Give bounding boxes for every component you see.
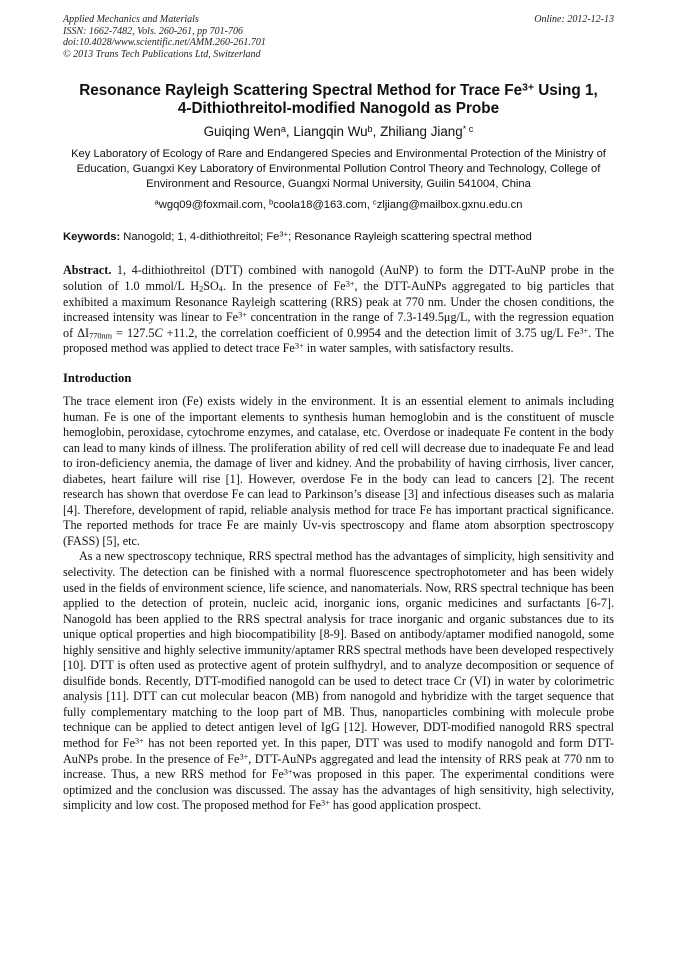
author-2-sup: b [367,123,373,134]
title-line1-a: Resonance Rayleigh Scattering Spectral Method for Trace Fe [79,82,523,99]
para-text: has good application prospect. [329,798,482,813]
author-3-sup: * c [462,123,474,134]
email-a[interactable]: wgq09@foxmail.com, [158,199,270,212]
para-text: has not been reported yet. In this paper, DTT was used to modify nanogold and form DTT-AuNPs probe. In the presence of Fe [63,735,614,766]
keywords [63,230,614,244]
abstract-text: = 127.5 [112,325,155,340]
abstract-var: C [154,325,163,340]
abstract-sub: 770nm [89,331,113,341]
intro-paragraph-1: The trace element iron (Fe) exists widely in the environment. It is an essential element to animals including human. Fe is one of the important elements to synthesis human hemoglobin and is the constituent of muscle hemoglobin, peroxidase, cytochrome enzymes, and catalase, etc. Overdose or inadequate Fe content in the body can lead to many kinds of illness. The proliferation ability of red cell will decrease due to inadequate Fe and lead to iron-deficiency anemia, the damage of liver and kidney. And the probability of having cirrhosis, liver cancer, diabetes, heart failure will rise [1]. However, overdose Fe in the body can lead to cancers [2]. The recent research has shown that overdose Fe can lead to Parkinson’s disease [3] and infectious diseases such as malaria [4]. Therefore, development of rapid, reliable analysis method for trace Fe has important practical significance. The reported methods for trace Fe are mainly Uv-vis spectroscopy and flame atom absorption spectroscopy (FASS) [5], etc. [63,393,614,548]
title-line1-b: Using 1, [534,82,598,99]
abstract-text: , the DTT-AuNPs aggregated to big particles that exhibited a maximum Resonance Rayleigh scattering (RRS) peak at 770 nm. Under the chosen conditions, the increased intensity was linear to Fe [63,278,614,325]
abstract-text: . In the presence of Fe [222,278,346,293]
online-date: Online: 2012-12-13 [534,14,614,25]
author-sep: , [285,124,294,139]
keywords-text-b: ; Resonance Rayleigh scattering spectral method [288,231,532,244]
keywords-text-a: Nanogold; 1, 4-dithiothreitol; Fe [120,231,280,244]
author-3: Zhiliang Jiang [380,124,463,139]
email-a-sup: a [154,197,159,207]
abstract-sup: 3+ [294,341,304,351]
journal-name: Applied Mechanics and Materials [63,14,199,25]
abstract-sup: 3+ [345,279,355,289]
abstract-text: SO [203,278,219,293]
para-text: was proposed in this paper. The experimental conditions were optimized and the conclusion was discussed. The assay has the advantages of high sensitivity, high selectivity, simplicity and low cost. The proposed method for Fe [63,767,615,813]
abstract [63,263,614,357]
abstract-text: concentration in the range of 7.3-149.5μg/L, with the regression equation of ΔI [63,310,615,340]
author-emails [63,198,614,212]
keywords-label: Keywords: [63,231,121,244]
intro-paragraph-2 [63,549,614,813]
doi-line: doi:10.4028/www.scientific.net/AMM.260-261.701 [63,37,266,48]
email-c-sup: c [372,197,377,207]
para-text: , DTT-AuNPs aggregated and lead the intensity of RRS peak at 770 nm to increase. Thus, a new RRS method for Fe [63,751,614,782]
issn-line: ISSN: 1662-7482, Vols. 260-261, pp 701-706 [63,25,243,37]
email-c[interactable]: zljiang@mailbox.gxnu.edu.cn [376,199,523,212]
affiliation: Key Laboratory of Ecology of Rare and Endangered Species and Environmental Protection of the Ministry of Education, Guangxi Key Laboratory of Environmental Pollution Control Theory and Technology, College of Environment and Resource, Guangxi Normal University, Guilin 541004, China [71,148,606,190]
author-list [63,123,614,141]
abstract-label: Abstract. [63,263,112,278]
abstract-text: . The proposed method was applied to detect trace Fe [63,325,614,356]
author-2: Liangqin Wu [293,124,368,139]
para-text: As a new spectroscopy technique, RRS spectral method has the advantages of simplicity, high sensitivity and selectivity. The detection can be finished with a normal fluorescence spectrophotometer and has been widely used in the fields of environment science, life science, and nanomaterials. Now, RRS spectral technique has been applied to the detection of protein, nucleic acid, inorganic ions, organic medicines and surfactants [6-7]. Nanogold has been applied to the RRS spectral analysis for trace inorganic and organic substances due to its unique optical properties and high biocompatibility [8-9]. Based on antibody/aptamer modified nanogold, some highly sensitive and highly selective immunity/aptamer RRS spectral methods have been developed respectively [10]. DTT is often used as protective agent of protein sulfhydryl, and to analyze decomposition or sequence of disulfide bonds. Recently, DTT-modified nanogold can be used to detect trace Cr (VI) in water by colorimetric analysis [11]. DTT can cut molecular beacon (MB) from nanogold and hybridize with the target sequence that fully complementary matching to the loop part of MB. Thus, nanoparticles combining with molecule probe technique can be applied to detect antigen level of IgG [12]. However, DDT-modified nanogold RRS spectral method for Fe [63,549,614,750]
abstract-text: in water samples, with satisfactory results. [303,341,514,356]
email-b[interactable]: coola18@163.com, [273,199,373,212]
title-line2: 4-Dithiothreitol-modified Nanogold as Probe [177,100,500,117]
title-sup: 3+ [522,82,534,94]
para-sup: 3+ [283,767,293,777]
journal-header [63,14,614,60]
abstract-text: 1, 4-dithiothreitol (DTT) combined with nanogold (AuNP) to form the DTT-AuNP probe in the solution of 1.0 mmol/L H [63,263,614,293]
paper-title [63,82,614,118]
abstract-sub: 2 [199,284,204,294]
copyright-line: © 2013 Trans Tech Publications Ltd, Switzerland [63,48,261,60]
abstract-sub: 4 [218,284,223,294]
para-sup: 3+ [239,751,249,761]
abstract-sup: 3+ [238,310,247,320]
section-heading-introduction: Introduction [63,370,132,385]
paper-page [63,14,614,814]
abstract-text: +11.2, the correlation coefficient of 0.9954 and the detection limit of 3.75 ug/L Fe [162,325,580,340]
author-1-sup: a [280,123,286,134]
para-sup: 3+ [321,798,330,808]
author-sep: , [372,124,381,139]
author-1: Guiqing Wen [203,124,281,139]
keywords-sup: 3+ [279,229,289,239]
abstract-sup: 3+ [579,326,589,336]
para-sup: 3+ [134,736,144,746]
email-b-sup: b [269,197,274,207]
